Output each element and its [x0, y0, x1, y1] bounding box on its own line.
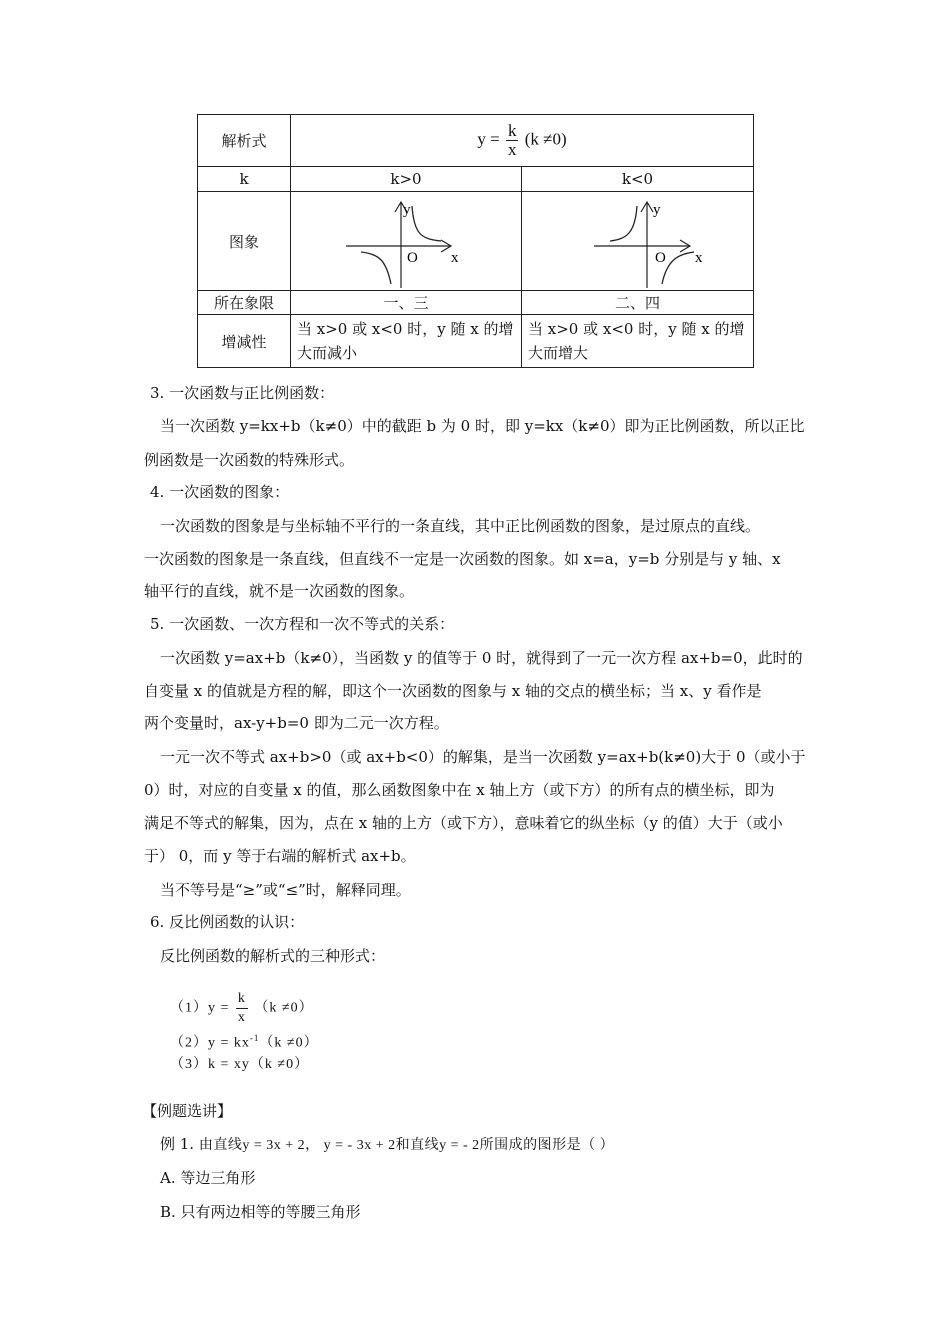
- k-negative: k<0: [522, 167, 754, 192]
- curve-quadrant-3: [361, 252, 391, 284]
- formula-rhs: (k ≠0): [524, 129, 567, 149]
- option-a: A. 等边三角形: [160, 1169, 256, 1187]
- origin-label: O: [407, 250, 418, 266]
- curve-quadrant-1: [412, 206, 441, 241]
- paragraph: 一次函数 y=ax+b（k≠0），当函数 y 的值等于 0 时，就得到了一元一次方程 ax+b=0，此时的: [160, 649, 803, 667]
- table-row: [198, 167, 754, 192]
- row-label: k: [198, 167, 291, 192]
- formula-1: [170, 990, 314, 1027]
- paragraph: 0）时，对应的自变量 x 的值，那么函数图象中在 x 轴上方（或下方）的所有点的横坐标，即为: [144, 781, 775, 799]
- formula-2-suffix: （k ≠0）: [259, 1035, 319, 1051]
- paragraph: 于） 0，而 y 等于右端的解析式 ax+b。: [144, 847, 416, 865]
- formula-lhs: y =: [477, 129, 500, 149]
- example-1: [160, 1134, 614, 1156]
- formula-cell: [291, 115, 754, 167]
- row-label: 增减性: [198, 315, 291, 368]
- origin-label: O: [655, 250, 666, 266]
- table-row: [198, 115, 754, 167]
- heading-3: 3. 一次函数与正比例函数：: [150, 384, 335, 402]
- paragraph: 两个变量时，ax-y+b=0 即为二元一次方程。: [144, 714, 449, 732]
- table-row: [198, 192, 754, 291]
- curve-quadrant-4: [662, 252, 694, 284]
- row-label: 解析式: [198, 115, 291, 167]
- fraction-denominator: x: [507, 140, 517, 159]
- formula-2-prefix: （2）y = kx: [170, 1035, 250, 1051]
- paragraph: 满足不等式的解集，因为，点在 x 轴的上方（或下方），意味着它的纵坐标（y 的值）大于（或小: [144, 814, 783, 832]
- paragraph: 轴平行的直线，就不是一次函数的图象。: [144, 582, 415, 600]
- inverse-proportion-table: [197, 114, 754, 368]
- monotonicity-negative: 当 x>0 或 x<0 时，y 随 x 的增大而增大: [522, 315, 754, 368]
- formula-2-exponent: -1: [249, 1033, 260, 1043]
- formula-1-suffix: （k ≠0）: [254, 1000, 314, 1016]
- paragraph: 当不等号是“≥”或“≤”时，解释同理。: [160, 881, 411, 899]
- heading-6: 6. 反比例函数的认识：: [150, 913, 305, 931]
- section-title: 【例题选讲】: [142, 1102, 233, 1120]
- formula-1-prefix: （1）y =: [170, 1000, 230, 1016]
- monotonicity-positive: 当 x>0 或 x<0 时，y 随 x 的增大而减小: [291, 315, 522, 368]
- curve-quadrant-2: [610, 206, 637, 241]
- heading-5: 5. 一次函数、一次方程和一次不等式的关系：: [150, 615, 455, 633]
- option-b: B. 只有两边相等的等腰三角形: [160, 1203, 361, 1221]
- paragraph: 一次函数的图象是一条直线，但直线不一定是一次函数的图象。如 x=a，y=b 分别是与 y 轴、x: [144, 550, 781, 568]
- fraction-numerator: k: [507, 121, 517, 140]
- fraction: [506, 122, 519, 159]
- axis-label-y: y: [653, 202, 661, 218]
- row-label: 图象: [198, 192, 291, 291]
- hyperbola-graph-positive: [291, 192, 521, 290]
- paragraph: 例函数是一次函数的特殊形式。: [144, 451, 355, 469]
- paragraph: 一次函数的图象是与坐标轴不平行的一条直线，其中正比例函数的图象，是过原点的直线。: [160, 517, 761, 535]
- hyperbola-graph-negative: [522, 192, 753, 290]
- fraction-denominator: x: [237, 1010, 246, 1025]
- heading-4: 4. 一次函数的图象：: [150, 483, 290, 501]
- fraction: [236, 990, 248, 1027]
- axis-label-x: x: [451, 250, 459, 266]
- k-positive: k>0: [291, 167, 522, 192]
- axis-label-y: y: [403, 202, 411, 218]
- graph-k-negative: [522, 192, 754, 291]
- row-label: 所在象限: [198, 291, 291, 315]
- table-row: [198, 291, 754, 315]
- quadrants-negative: 二、四: [522, 291, 754, 315]
- graph-k-positive: [291, 192, 522, 291]
- example-label: 例 1.: [160, 1135, 195, 1153]
- formula-3: （3）k = xy（k ≠0）: [170, 1057, 310, 1072]
- axis-label-x: x: [695, 250, 703, 266]
- paragraph: 一元一次不等式 ax+b>0（或 ax+b<0）的解集，是当一次函数 y=ax+b(k≠0)大于 0（或小于: [160, 748, 806, 766]
- quadrants-positive: 一、三: [291, 291, 522, 315]
- paragraph: 反比例函数的解析式的三种形式：: [160, 947, 386, 965]
- table-row: [198, 315, 754, 368]
- paragraph: 当一次函数 y=kx+b（k≠0）中的截距 b 为 0 时，即 y=kx（k≠0）即为正比例函数，所以正比: [160, 417, 805, 435]
- fraction-numerator: k: [236, 990, 248, 1009]
- example-question: 由直线y = 3x + 2， y = - 3x + 2和直线y = - 2所围成的图形是（ ）: [198, 1138, 615, 1153]
- paragraph: 自变量 x 的值就是方程的解，即这个一次函数的图象与 x 轴的交点的横坐标；当 x、y 看作是: [144, 682, 762, 700]
- formula-2: [170, 1028, 319, 1054]
